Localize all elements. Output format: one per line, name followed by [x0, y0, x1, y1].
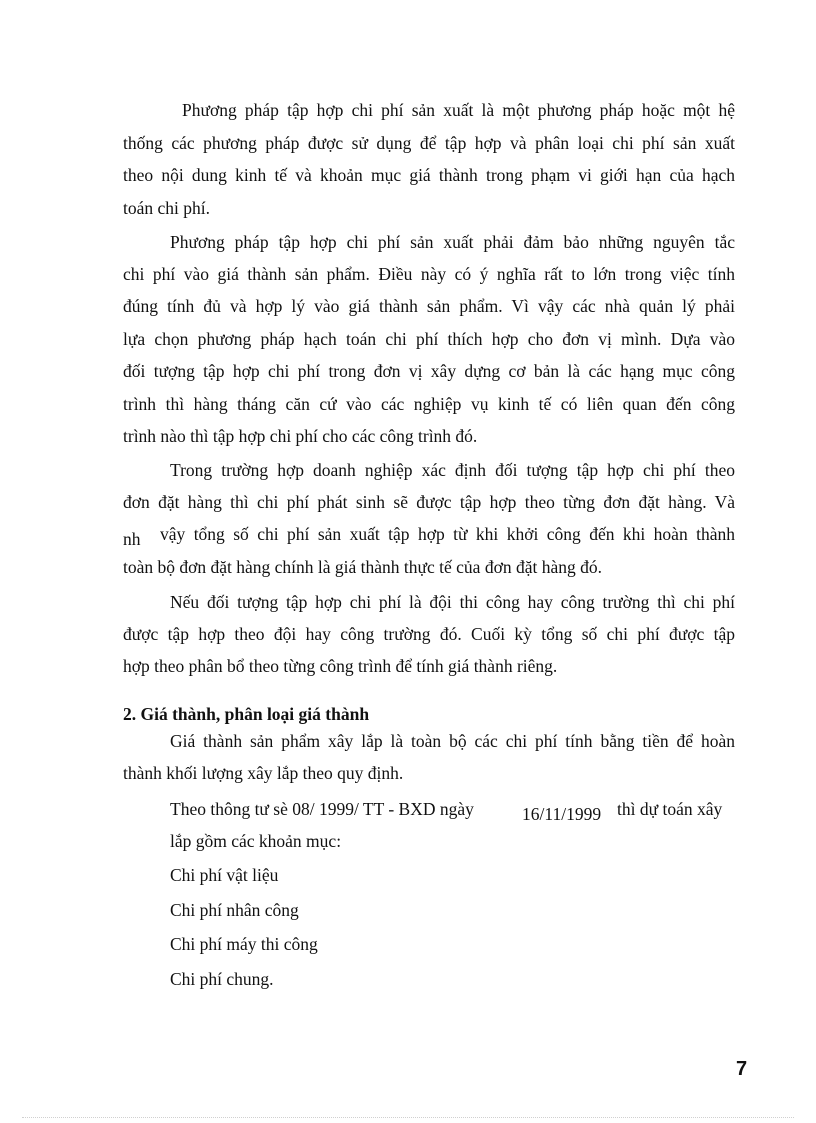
paragraph-2-line-2: chi phí vào giá thành sản phẩm. Điều này có ý nghĩa rất to lớn trong việc tính	[123, 264, 735, 284]
circular-reference-continuation: thì dự toán xây	[617, 799, 723, 819]
paragraph-2-line-1: Phương pháp tập hợp chi phí sản xuất phải đảm bảo những nguyên tắc	[170, 232, 735, 252]
paragraph-2-line-6: trình thì hàng tháng căn cứ vào các nghiệp vụ kinh tế có liên quan đến công	[123, 394, 735, 414]
cost-item-machinery: Chi phí máy thi công	[170, 934, 318, 954]
section-2-intro-line-1: Giá thành sản phẩm xây lắp là toàn bộ các chi phí tính bằng tiền để hoàn	[170, 731, 735, 751]
paragraph-3-line-2: đơn đặt hàng thì chi phí phát sinh sẽ được tập hợp theo từng đơn đặt hàng. Và	[123, 492, 735, 512]
paragraph-2-line-7: trình nào thì tập hợp chi phí cho các công trình đó.	[123, 426, 478, 446]
cost-item-labor: Chi phí nhân công	[170, 900, 299, 920]
bottom-divider	[22, 1117, 794, 1118]
circular-date: 16/11/1999	[522, 804, 602, 824]
paragraph-2-line-3: đúng tính đủ và hợp lý vào giá thành sản phẩm. Vì vậy các nhà quản lý phải	[123, 296, 735, 316]
cost-item-materials: Chi phí vật liệu	[170, 865, 279, 885]
section-2-intro-line-2: thành khối lượng xây lắp theo quy định.	[123, 763, 404, 783]
paragraph-2-line-5: đối tượng tập hợp chi phí trong đơn vị xây dựng cơ bản là các hạng mục công	[123, 361, 735, 381]
paragraph-4-line-2: được tập hợp theo đội hay công trường đó. Cuối kỳ tổng số chi phí được tập	[123, 624, 735, 644]
paragraph-3-stray-fragment: nh	[123, 529, 141, 549]
page-number: 7	[736, 1058, 748, 1080]
paragraph-3-line-4: toàn bộ đơn đặt hàng chính là giá thành thực tế của đơn đặt hàng đó.	[123, 557, 602, 577]
circular-reference-line-2: lắp gồm các khoản mục:	[170, 831, 342, 851]
paragraph-1-line-3: theo nội dung kinh tế và khoản mục giá thành trong phạm vi giới hạn của hạch	[123, 165, 735, 185]
paragraph-1-line-2: thống các phương pháp được sử dụng để tập hợp và phân loại chi phí sản xuất	[123, 133, 735, 153]
paragraph-3-line-3: vậy tổng số chi phí sản xuất tập hợp từ khi khởi công đến khi hoàn thành	[160, 524, 735, 544]
cost-item-general: Chi phí chung.	[170, 969, 274, 989]
paragraph-4-line-3: hợp theo phân bổ theo từng công trình để tính giá thành riêng.	[123, 656, 558, 676]
circular-reference-text: Theo thông tư sè 08/ 1999/ TT - BXD ngày	[170, 799, 474, 819]
paragraph-2-line-4: lựa chọn phương pháp hạch toán chi phí thích hợp cho đơn vị mình. Dựa vào	[123, 329, 735, 349]
paragraph-4-line-1: Nếu đối tượng tập hợp chi phí là đội thi công hay công trường thì chi phí	[170, 592, 735, 612]
paragraph-3-line-1: Trong trường hợp doanh nghiệp xác định đối tượng tập hợp chi phí theo	[170, 460, 735, 480]
section-2-heading: 2. Giá thành, phân loại giá thành	[123, 704, 370, 724]
paragraph-1-line-4: toán chi phí.	[123, 198, 210, 218]
paragraph-1-line-1: Phương pháp tập hợp chi phí sản xuất là một phương pháp hoặc một hệ	[182, 100, 735, 120]
